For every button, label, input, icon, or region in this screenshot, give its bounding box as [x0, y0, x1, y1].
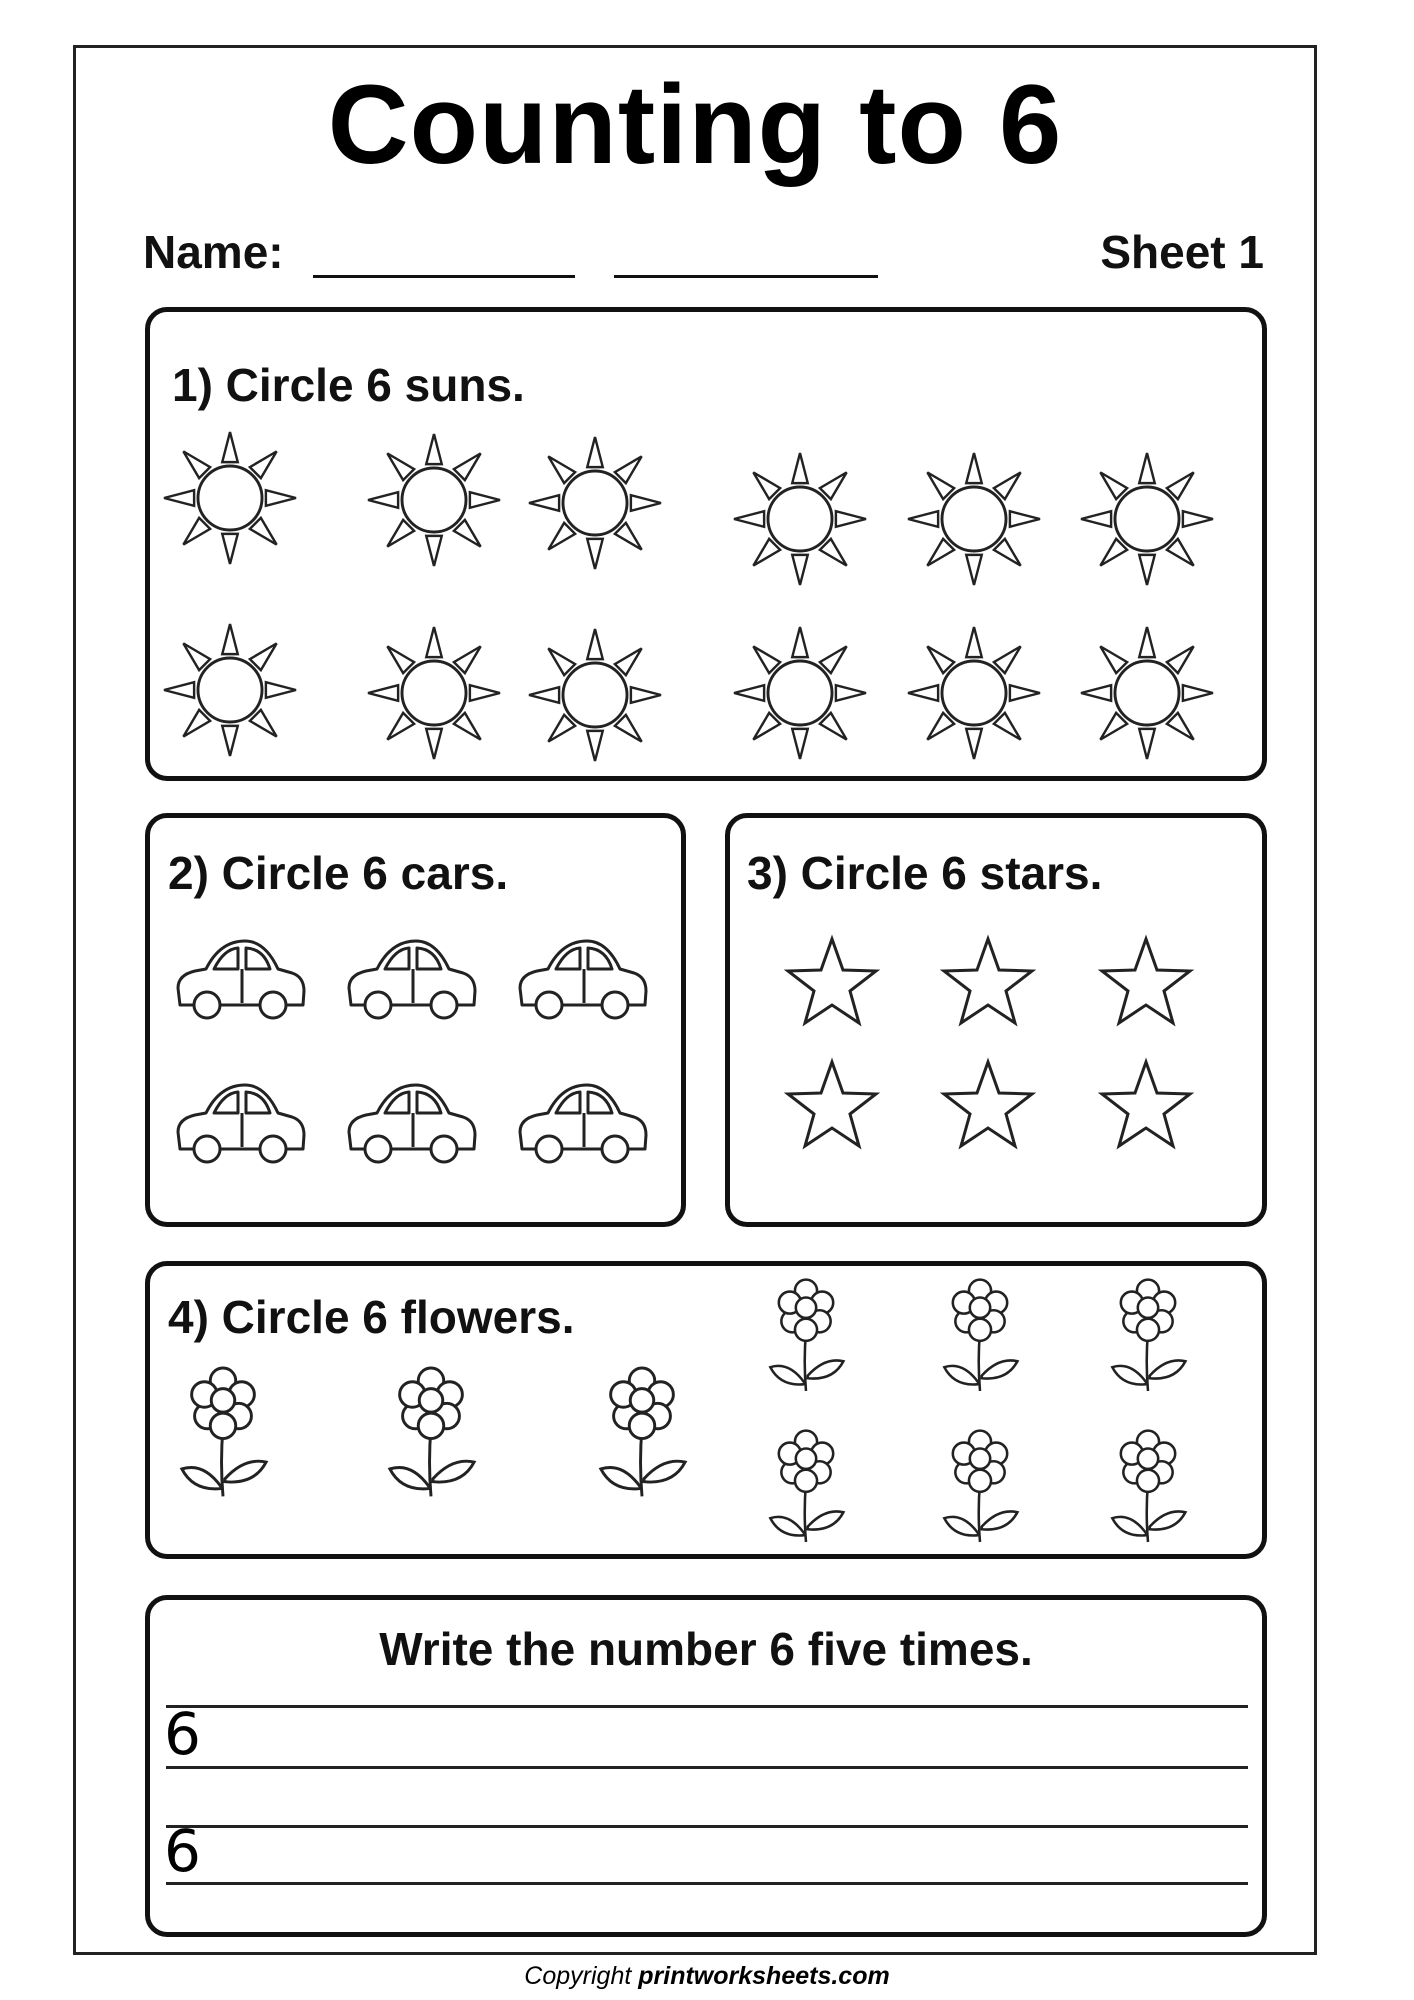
- car-icon[interactable]: [240, 983, 241, 984]
- copyright-site: printworksheets.com: [638, 1962, 890, 1990]
- sun-icon[interactable]: [434, 693, 435, 694]
- flower-icon[interactable]: [431, 1418, 432, 1419]
- flower-icon[interactable]: [980, 1474, 981, 1475]
- car-icon[interactable]: [582, 983, 583, 984]
- flower-icon[interactable]: [806, 1323, 807, 1324]
- writing-line: [166, 1882, 1248, 1885]
- sun-icon[interactable]: [595, 503, 596, 504]
- sun-icon[interactable]: [230, 498, 231, 499]
- sun-icon[interactable]: [974, 693, 975, 694]
- star-icon[interactable]: [988, 1108, 989, 1109]
- worksheet-title: Counting to 6: [327, 62, 1063, 187]
- sun-icon[interactable]: [800, 519, 801, 520]
- sun-icon[interactable]: [595, 695, 596, 696]
- question-flowers: 4) Circle 6 flowers.: [168, 1291, 575, 1343]
- sun-icon[interactable]: [974, 519, 975, 520]
- sun-icon[interactable]: [800, 693, 801, 694]
- sheet-label: Sheet 1: [1100, 226, 1264, 278]
- flower-icon[interactable]: [223, 1418, 224, 1419]
- sun-icon[interactable]: [434, 500, 435, 501]
- flower-icon[interactable]: [642, 1418, 643, 1419]
- car-icon[interactable]: [411, 1127, 412, 1128]
- flower-icon[interactable]: [1148, 1323, 1149, 1324]
- sun-icon[interactable]: [1147, 519, 1148, 520]
- question-stars: 3) Circle 6 stars.: [747, 847, 1103, 899]
- star-icon[interactable]: [988, 985, 989, 986]
- flower-icon[interactable]: [980, 1323, 981, 1324]
- car-icon[interactable]: [582, 1127, 583, 1128]
- writing-line: [166, 1825, 1248, 1828]
- question-suns: 1) Circle 6 suns.: [172, 359, 525, 411]
- flower-icon[interactable]: [1148, 1474, 1149, 1475]
- flower-icon[interactable]: [806, 1474, 807, 1475]
- writing-line: [166, 1705, 1248, 1708]
- sample-digit-6: 6: [164, 1817, 201, 1885]
- star-icon[interactable]: [832, 1108, 833, 1109]
- name-field-line-2[interactable]: [614, 275, 878, 278]
- writing-instruction: Write the number 6 five times.: [379, 1623, 1033, 1675]
- name-field-line-1[interactable]: [313, 275, 575, 278]
- copyright: [0, 1962, 1414, 1991]
- car-icon[interactable]: [240, 1127, 241, 1128]
- sun-icon[interactable]: [230, 690, 231, 691]
- name-label: Name:: [143, 226, 284, 278]
- car-icon[interactable]: [411, 983, 412, 984]
- star-icon[interactable]: [832, 985, 833, 986]
- star-icon[interactable]: [1146, 985, 1147, 986]
- writing-line: [166, 1766, 1248, 1769]
- sample-digit-6: 6: [164, 1700, 201, 1768]
- star-icon[interactable]: [1146, 1108, 1147, 1109]
- question-cars: 2) Circle 6 cars.: [168, 847, 509, 899]
- sun-icon[interactable]: [1147, 693, 1148, 694]
- copyright-prefix: Copyright: [524, 1962, 632, 1990]
